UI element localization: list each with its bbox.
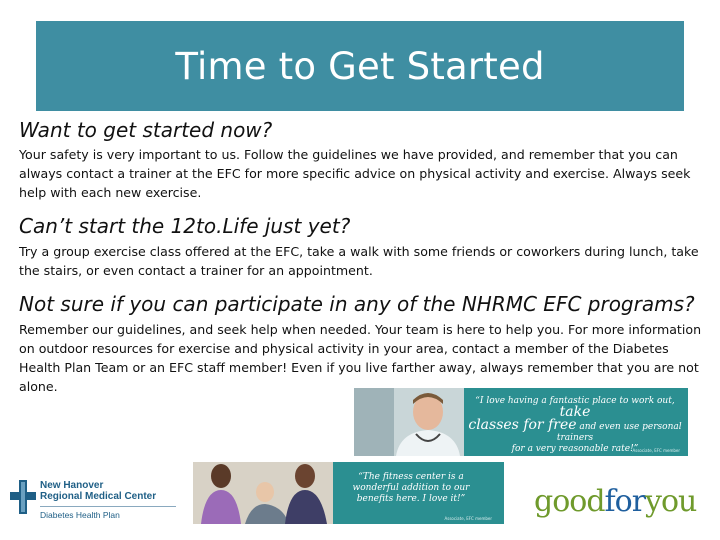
fitness-center-ad-image: [193, 462, 504, 524]
title-banner: [36, 21, 684, 111]
trainer-ad-quote: [466, 396, 684, 455]
section-body-3: Remember our guidelines, and seek help when needed. Your team is here to help you. For more information on outdoor resources for exercise and physical activity in your area, contact a member of the Diabetes Health Plan Team or an EFC staff member! Even if you live farther away, always remember that you are not alone.: [19, 322, 702, 394]
trainer-quote-line-1: “I love having a fantastic place to work out,: [475, 396, 675, 406]
trainer-quote-line-3: for a very reasonable rate!”: [511, 444, 639, 454]
fitness-ad-quote: “The fitness center is a wonderful addition to our benefits here. I love it!”: [352, 472, 470, 504]
gfy-part-good: good: [534, 484, 605, 519]
trainer-quote-emph-2: classes for free: [468, 417, 577, 433]
nhrmc-cross-icon: [10, 480, 36, 514]
nhrmc-logo: [10, 478, 180, 528]
slide-title: Time to Get Started: [175, 44, 545, 88]
goodforyou-logo: [534, 484, 704, 524]
trainer-quote-emph-1: take: [559, 404, 591, 420]
nhrmc-divider: [40, 506, 176, 507]
gfy-part-you: you: [645, 484, 697, 519]
section-heading-2: Can’t start the 12to.Life just yet?: [19, 214, 351, 238]
section-heading-3: Not sure if you can participate in any of the NHRMC EFC programs?: [19, 292, 695, 316]
trainer-ad-credit: Associate, EFC member: [632, 448, 680, 453]
section-body-1: Your safety is very important to us. Follow the guidelines we have provided, and remember that you can always contact a trainer at the EFC for more specific advice on physical activity and exercise. Always seek help with each new exercise.: [19, 147, 691, 200]
section-body-2: Try a group exercise class offered at the EFC, take a walk with some friends or coworkers during lunch, take the stairs, or even contact a trainer for an appointment.: [19, 244, 699, 278]
nhrmc-line-1: New Hanover: [40, 480, 104, 491]
trainer-ad-image: [354, 388, 688, 456]
nhrmc-line-2: Regional Medical Center: [40, 491, 157, 502]
trainer-quote-line-2: and even use personal trainers: [556, 422, 682, 443]
gfy-part-for: for: [604, 484, 646, 519]
nhrmc-line-3: Diabetes Health Plan: [40, 510, 120, 520]
section-heading-1: Want to get started now?: [19, 118, 273, 142]
fitness-ad-credit: Associate, EFC member: [444, 516, 492, 521]
